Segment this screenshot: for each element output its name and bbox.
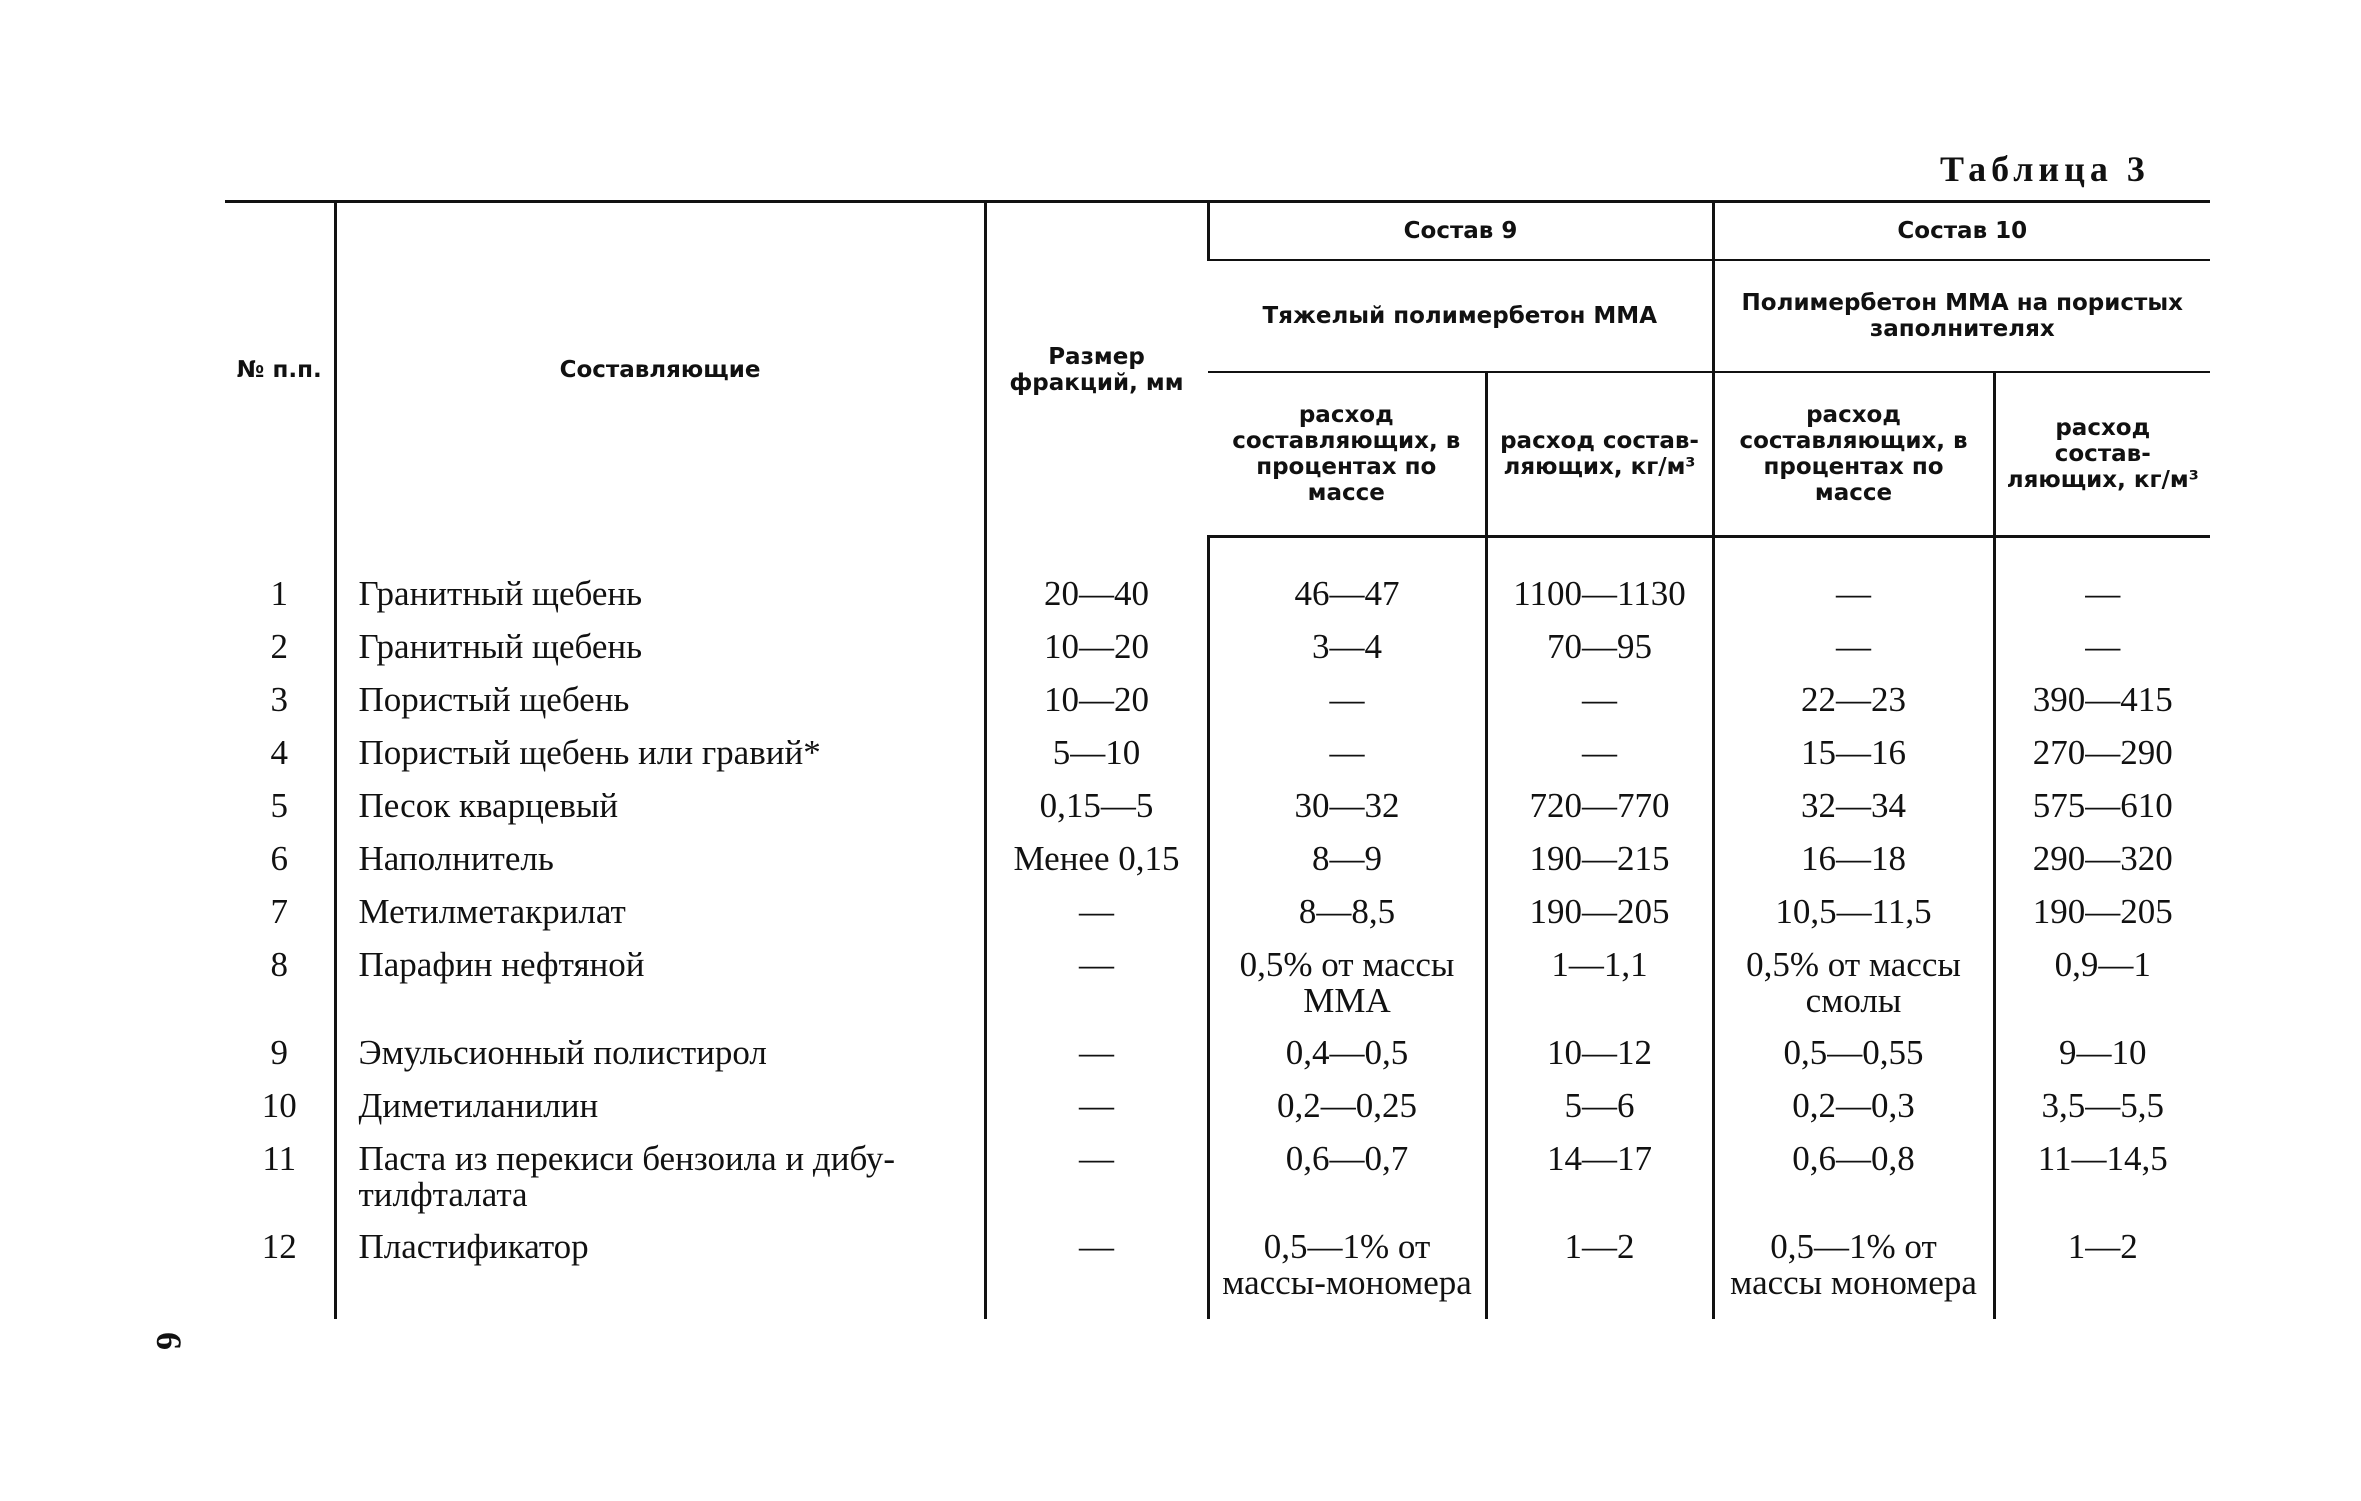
cell-kg-m3-10: — xyxy=(1994,627,2210,680)
table-body xyxy=(225,537,2210,1320)
cell-pct-mass-9: 0,2—0,25 xyxy=(1208,1086,1486,1139)
cell-fraction: Менее 0,15 xyxy=(985,839,1208,892)
cell-num: 7 xyxy=(270,892,288,931)
cell-component: Наполнитель xyxy=(335,839,985,892)
cell-kg-m3-10: 575—610 xyxy=(1994,786,2210,839)
cell-num: 10 xyxy=(261,1086,297,1125)
cell-pct-mass-10: 0,5—1% от массы мономера xyxy=(1713,1227,1994,1319)
cell-fraction: 5—10 xyxy=(985,733,1208,786)
cell-kg-m3-10: 3,5—5,5 xyxy=(1994,1086,2210,1139)
cell-kg-m3-10: 270—290 xyxy=(1994,733,2210,786)
cell-num: 1 xyxy=(270,574,288,613)
cell-pct-mass-10: 32—34 xyxy=(1713,786,1994,839)
header-fraction: Размер фракций, мм xyxy=(985,202,1208,537)
cell-pct-mass-10: 0,2—0,3 xyxy=(1713,1086,1994,1139)
cell-kg-m3-10: — xyxy=(1994,574,2210,627)
header-components: Составляющие xyxy=(335,202,985,537)
cell-kg-m3-9: — xyxy=(1486,680,1713,733)
cell-pct-mass-10: 0,5% от массы смолы xyxy=(1713,945,1994,1033)
cell-kg-m3-9: — xyxy=(1486,733,1713,786)
cell-fraction: — xyxy=(985,1033,1208,1086)
cell-num: 3 xyxy=(270,680,288,719)
header-group-10: Состав 10 xyxy=(1713,202,2210,261)
cell-pct-mass-9: 0,5% от массы ММА xyxy=(1208,945,1486,1033)
table-row xyxy=(225,839,2210,892)
cell-kg-m3-10: 390—415 xyxy=(1994,680,2210,733)
cell-pct-mass-10: — xyxy=(1713,574,1994,627)
table-header xyxy=(225,202,2210,537)
table-row xyxy=(225,1139,2210,1227)
cell-kg-m3-9: 1—1,1 xyxy=(1486,945,1713,1033)
cell-pct-mass-10: 10,5—11,5 xyxy=(1713,892,1994,945)
header-kg-m3-10: расход состав-ляющих, кг/м³ xyxy=(1994,372,2210,537)
cell-pct-mass-9: 0,4—0,5 xyxy=(1208,1033,1486,1086)
table-spacer-row xyxy=(225,537,2210,575)
cell-kg-m3-9: 190—215 xyxy=(1486,839,1713,892)
cell-fraction: 20—40 xyxy=(985,574,1208,627)
cell-pct-mass-10: 22—23 xyxy=(1713,680,1994,733)
header-group-9: Состав 9 xyxy=(1208,202,1713,261)
header-kg-m3-9: расход состав-ляющих, кг/м³ xyxy=(1486,372,1713,537)
cell-component: Парафин нефтяной xyxy=(335,945,985,1033)
table-row xyxy=(225,1086,2210,1139)
cell-component: Паста из перекиси бензоила и дибу-тилфталата xyxy=(335,1139,985,1227)
cell-pct-mass-9: 8—9 xyxy=(1208,839,1486,892)
header-group-10-sub: Полимербетон ММА на пористых заполнителях xyxy=(1713,260,2210,372)
table-row xyxy=(225,892,2210,945)
cell-kg-m3-9: 14—17 xyxy=(1486,1139,1713,1227)
table-row xyxy=(225,945,2210,1033)
cell-kg-m3-10: 11—14,5 xyxy=(1994,1139,2210,1227)
cell-fraction: 10—20 xyxy=(985,627,1208,680)
cell-kg-m3-9: 70—95 xyxy=(1486,627,1713,680)
cell-component: Пористый щебень или гравий* xyxy=(335,733,985,786)
cell-kg-m3-9: 190—205 xyxy=(1486,892,1713,945)
cell-kg-m3-10: 190—205 xyxy=(1994,892,2210,945)
cell-kg-m3-9: 5—6 xyxy=(1486,1086,1713,1139)
table-row xyxy=(225,1227,2210,1319)
cell-pct-mass-9: 0,6—0,7 xyxy=(1208,1139,1486,1227)
cell-kg-m3-9: 720—770 xyxy=(1486,786,1713,839)
cell-pct-mass-9: — xyxy=(1208,733,1486,786)
cell-kg-m3-10: 290—320 xyxy=(1994,839,2210,892)
cell-pct-mass-10: 0,5—0,55 xyxy=(1713,1033,1994,1086)
table-row xyxy=(225,574,2210,627)
cell-pct-mass-10: 15—16 xyxy=(1713,733,1994,786)
cell-pct-mass-9: 30—32 xyxy=(1208,786,1486,839)
cell-pct-mass-9: — xyxy=(1208,680,1486,733)
cell-kg-m3-9: 1—2 xyxy=(1486,1227,1713,1319)
cell-fraction: 10—20 xyxy=(985,680,1208,733)
cell-fraction: — xyxy=(985,892,1208,945)
cell-pct-mass-9: 0,5—1% от массы-мономера xyxy=(1208,1227,1486,1319)
cell-fraction: — xyxy=(985,945,1208,1033)
cell-num: 2 xyxy=(270,627,288,666)
cell-kg-m3-10: 9—10 xyxy=(1994,1033,2210,1086)
cell-pct-mass-10: 16—18 xyxy=(1713,839,1994,892)
header-pct-mass-9: расход составляющих, в процентах по массе xyxy=(1208,372,1486,537)
cell-pct-mass-10: 0,6—0,8 xyxy=(1713,1139,1994,1227)
cell-num: 11 xyxy=(262,1139,297,1178)
cell-kg-m3-10: 1—2 xyxy=(1994,1227,2210,1319)
cell-component: Гранитный щебень xyxy=(335,627,985,680)
composition-table xyxy=(225,200,2210,1319)
cell-kg-m3-9: 1100—1130 xyxy=(1486,574,1713,627)
cell-component: Гранитный щебень xyxy=(335,574,985,627)
cell-component: Эмульсионный полистирол xyxy=(335,1033,985,1086)
cell-component: Песок кварцевый xyxy=(335,786,985,839)
cell-component: Пластификатор xyxy=(335,1227,985,1319)
cell-fraction: — xyxy=(985,1227,1208,1319)
cell-num: 9 xyxy=(270,1033,288,1072)
cell-pct-mass-9: 3—4 xyxy=(1208,627,1486,680)
cell-fraction: — xyxy=(985,1086,1208,1139)
cell-kg-m3-9: 10—12 xyxy=(1486,1033,1713,1086)
header-pct-mass-10: расход составляющих, в процентах по массе xyxy=(1713,372,1994,537)
cell-num: 6 xyxy=(270,839,288,878)
cell-num: 8 xyxy=(270,945,288,984)
cell-num: 4 xyxy=(270,733,288,772)
cell-fraction: — xyxy=(985,1139,1208,1227)
cell-num: 5 xyxy=(270,786,288,825)
cell-pct-mass-9: 8—8,5 xyxy=(1208,892,1486,945)
table-row xyxy=(225,786,2210,839)
page-number: 6 xyxy=(149,1332,189,1350)
table-row xyxy=(225,627,2210,680)
header-group-9-sub: Тяжелый полимербетон ММА xyxy=(1208,260,1713,372)
cell-pct-mass-9: 46—47 xyxy=(1208,574,1486,627)
table-row xyxy=(225,1033,2210,1086)
cell-fraction: 0,15—5 xyxy=(985,786,1208,839)
cell-component: Метилметакрилат xyxy=(335,892,985,945)
cell-component: Диметиланилин xyxy=(335,1086,985,1139)
table-row xyxy=(225,680,2210,733)
cell-num: 12 xyxy=(261,1227,297,1266)
table-row xyxy=(225,733,2210,786)
table-title: Таблица 3 xyxy=(1940,149,2150,189)
cell-pct-mass-10: — xyxy=(1713,627,1994,680)
header-num: № п.п. xyxy=(225,202,335,537)
cell-component: Пористый щебень xyxy=(335,680,985,733)
cell-kg-m3-10: 0,9—1 xyxy=(1994,945,2210,1033)
